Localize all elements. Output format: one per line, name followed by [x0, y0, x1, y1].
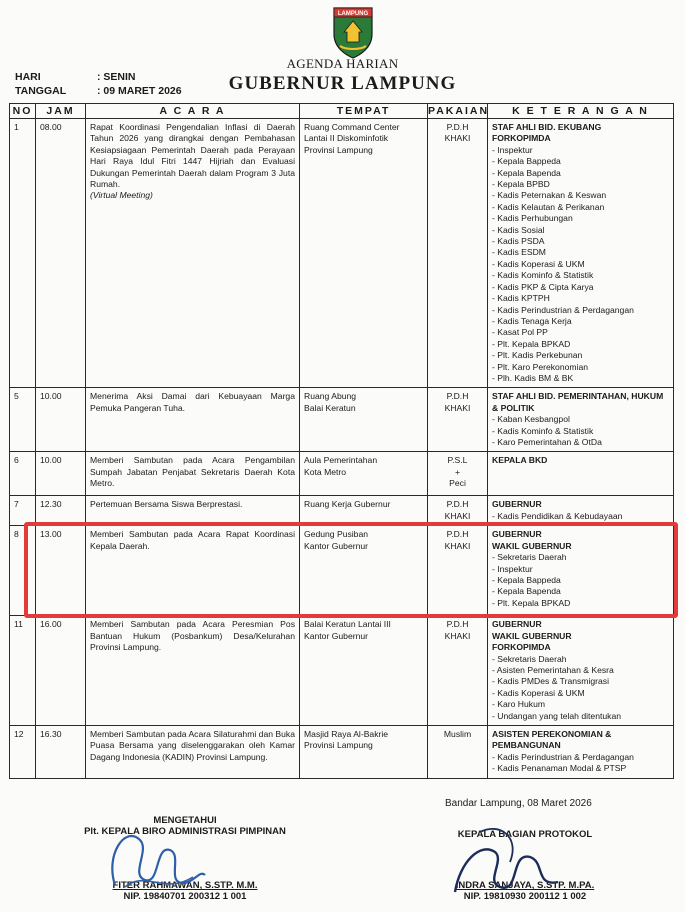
cell-pakaian	[428, 726, 488, 779]
venue-line: Aula Pemerintahan	[304, 455, 378, 466]
attendee-item: - Sekretaris Daerah	[492, 552, 567, 563]
attendee-item: - Kadis PMDes & Transmigrasi	[492, 676, 610, 687]
attendee-item: - Kepala Bappeda	[492, 575, 561, 585]
attendee-item: - Inspektur	[492, 144, 533, 155]
cell-keterangan	[488, 388, 674, 452]
cell-tempat	[300, 726, 428, 779]
dress-code-line: P.S.L	[447, 455, 468, 466]
venue-line: Masjid Raya Al-Bakrie	[304, 729, 389, 740]
cell-tempat	[300, 452, 428, 496]
attendee-group-heading: GUBERNUR	[492, 619, 542, 630]
attendee-item: - Kepala BPBD	[492, 179, 550, 190]
venue-line: Ruang Kerja Gubernur	[304, 499, 391, 510]
cell-keterangan	[488, 726, 674, 779]
date-value: : 09 MARET 2026	[97, 85, 182, 97]
attendee-group-heading: WAKIL GUBERNUR	[492, 630, 572, 641]
attendee-item: - Kadis ESDM	[492, 247, 546, 258]
attendee-item: - Kadis Perindustrian & Perdagangan	[492, 304, 634, 315]
signature-block-right	[415, 829, 635, 840]
cell-keterangan	[488, 452, 674, 496]
cell-no	[10, 119, 36, 388]
row-number: 1	[14, 122, 19, 132]
cell-acara	[86, 726, 300, 779]
event-description: Menerima Aksi Damai dari Kebuayaan Marga Pemuka Pangeran Tuha.	[90, 391, 295, 413]
venue-line: Provinsi Lampung	[304, 740, 373, 751]
attendee-group-heading: STAF AHLI BID. EKUBANG	[492, 122, 602, 132]
dress-code-line: KHAKI	[444, 630, 471, 641]
cell-no	[10, 388, 36, 452]
day-label: HARI	[15, 71, 41, 83]
venue-line: Kantor Gubernur	[304, 540, 369, 551]
dress-code-line: KHAKI	[444, 133, 471, 144]
dress-code-line: KHAKI	[444, 510, 471, 521]
table-row	[10, 452, 674, 496]
attendee-item: - Kepala Bappeda	[492, 156, 561, 167]
venue-line: Kota Metro	[304, 466, 347, 477]
date-label: TANGGAL	[15, 85, 67, 97]
venue-line: Ruang Abung	[304, 391, 357, 402]
attendee-group-heading: STAF AHLI BID. PEMERINTAHAN, HUKUM & POLITIK	[492, 391, 664, 413]
venue-line: Balai Keratun	[304, 402, 356, 413]
row-time: 08.00	[40, 122, 62, 132]
dress-code-line: KHAKI	[444, 402, 471, 413]
cell-tempat	[300, 388, 428, 452]
table-row	[10, 616, 674, 726]
attendee-item: - Plt. Kadis Perkebunan	[492, 350, 583, 361]
attendee-item: - Karo Hukum	[492, 699, 546, 710]
venue-line: Balai Keratun Lantai III	[304, 619, 391, 630]
venue-line: Provinsi Lampung	[304, 144, 373, 155]
attendee-group-heading: ASISTEN PEREKONOMIAN & PEMBANGUNAN	[492, 729, 612, 751]
left-signatory-name: FITER RAHMAWAN, S.STP. M.M.	[112, 880, 258, 891]
lampung-crest-logo	[330, 4, 376, 60]
cell-tempat	[300, 119, 428, 388]
cell-pakaian	[428, 452, 488, 496]
cell-pakaian	[428, 616, 488, 726]
cell-jam	[36, 452, 86, 496]
cell-no	[10, 616, 36, 726]
dress-code-line: +	[454, 466, 461, 477]
table-row	[10, 726, 674, 779]
attendee-item: - Kadis PKP & Cipta Karya	[492, 281, 594, 292]
row-time: 10.00	[40, 391, 62, 402]
highlight-box	[24, 522, 678, 618]
dress-code-line: P.D.H	[446, 529, 469, 540]
cell-acara	[86, 119, 300, 388]
attendee-item: - Kadis Kominfo & Statistik	[492, 425, 594, 436]
dress-code-line: P.D.H	[446, 122, 469, 132]
attendee-item: - Plh. Kadis BM & BK	[492, 372, 574, 383]
table-row	[10, 388, 674, 452]
cell-acara	[86, 616, 300, 726]
venue-line: Kantor Gubernur	[304, 630, 369, 641]
dress-code-line: P.D.H	[446, 499, 469, 510]
document-title: GUBERNUR LAMPUNG	[228, 73, 457, 94]
row-time: 10.00	[40, 455, 62, 466]
attendee-item: - Kadis Perhubungan	[492, 213, 573, 224]
attendee-item: - Kadis Koperasi & UKM	[492, 258, 585, 269]
attendee-item: - Kadis Kelautan & Perikanan	[492, 201, 605, 212]
dress-code-line: Peci	[449, 478, 466, 489]
attendee-group-heading: GUBERNUR	[492, 529, 542, 540]
attendee-item: - Kadis KPTPH	[492, 293, 550, 304]
attendee-item: - Kadis Penanaman Modal & PTSP	[492, 763, 627, 774]
cell-jam	[36, 616, 86, 726]
day-value: : SENIN	[97, 71, 136, 83]
event-description: Memberi Sambutan pada Acara Peresmian Pos Bantuan Hukum (Posbankum) Desa/Kelurahan Provinsi Lampung.	[90, 619, 295, 653]
right-signatory-nip: NIP. 19810930 200112 1 002	[463, 891, 587, 902]
event-description: Memberi Sambutan pada Acara Silaturahmi dan Buka Puasa Bersama yang diselenggarakan oleh Kamar Dagang Indonesia (KADIN) Provinsi Lampung.	[90, 729, 295, 762]
attendee-item: - Kadis Koperasi & UKM	[492, 687, 585, 698]
signature-name-left-block	[60, 880, 310, 902]
attendee-item: - Kasat Pol PP	[492, 327, 548, 338]
attendee-item: - Kadis Kominfo & Statistik	[492, 270, 594, 281]
attendee-item: - Inspektur	[492, 563, 533, 574]
cell-keterangan	[488, 616, 674, 726]
left-signatory-nip: NIP. 19840701 200312 1 001	[123, 891, 247, 902]
attendee-group-heading: WAKIL GUBERNUR	[492, 540, 572, 551]
attendee-item: - Plt. Karo Perekonomian	[492, 361, 589, 372]
row-time: 12.30	[40, 499, 62, 510]
attendee-item: - Asisten Pemerintahan & Kesra	[492, 665, 614, 675]
attendee-item: - Undangan yang telah ditentukan	[492, 710, 622, 721]
dress-code-line: KHAKI	[444, 540, 471, 551]
row-time: 16.00	[40, 619, 62, 630]
col-header-acara: A C A R A	[86, 104, 300, 119]
row-time: 13.00	[40, 529, 62, 540]
attendee-item: - Kaban Kesbangpol	[492, 414, 570, 425]
dress-code-line: P.D.H	[446, 391, 469, 402]
col-header-tempat: TEMPAT	[300, 104, 428, 119]
cell-acara	[86, 452, 300, 496]
row-time: 16.30	[40, 729, 62, 740]
col-header-pakaian: PAKAIAN	[428, 105, 490, 117]
row-number: 8	[14, 529, 19, 540]
left-acknowledged-label: MENGETAHUI	[153, 815, 217, 826]
attendee-item: - Plt. Kepala BPKAD	[492, 597, 571, 608]
dress-code-line: Muslim	[443, 729, 472, 740]
cell-pakaian	[428, 388, 488, 452]
row-number: 6	[14, 455, 19, 466]
venue-line: Ruang Command Center	[304, 122, 400, 132]
attendee-group-heading: KEPALA BKD	[492, 455, 548, 466]
signature-name-right-block	[415, 880, 635, 902]
venue-line: Lantai II Diskominfotik	[304, 133, 389, 144]
col-header-no: NO	[10, 104, 36, 119]
venue-line: Gedung Pusiban	[304, 529, 369, 540]
attendee-item: - Kepala Bapenda	[492, 586, 561, 597]
col-header-keterangan: K E T E R A N G A N	[488, 104, 674, 119]
cell-no	[10, 726, 36, 779]
attendee-item: - Kadis PSDA	[492, 236, 545, 247]
attendee-group-heading: FORKOPIMDA	[492, 642, 551, 653]
cell-acara	[86, 388, 300, 452]
city-date: Bandar Lampung, 08 Maret 2026	[445, 798, 592, 809]
agenda-table-body	[10, 119, 674, 779]
cell-no	[10, 452, 36, 496]
right-signatory-name: INDRA SANJAYA, S.STP. M.PA.	[455, 880, 595, 891]
attendee-item: - Sekretaris Daerah	[492, 653, 567, 664]
row-number: 5	[14, 391, 19, 402]
row-number: 11	[14, 619, 23, 630]
attendee-item: - Kadis Perindustrian & Perdagangan	[492, 751, 634, 762]
attendee-group-heading: GUBERNUR	[492, 499, 542, 510]
right-position-title: KEPALA BAGIAN PROTOKOL	[457, 829, 593, 840]
dress-code-line: P.D.H	[446, 619, 469, 630]
attendee-item: - Plt. Kepala BPKAD	[492, 338, 571, 349]
event-note: (Virtual Meeting)	[90, 190, 153, 201]
attendee-item: - Kepala Bapenda	[492, 167, 561, 178]
table-row	[10, 119, 674, 388]
event-description: Memberi Sambutan pada Acara Pengambilan Sumpah Jabatan Penjabat Sekretaris Daerah Kota Metro.	[90, 455, 295, 489]
cell-jam	[36, 726, 86, 779]
cell-jam	[36, 388, 86, 452]
event-description: Memberi Sambutan pada Acara Rapat Koordinasi Kepala Daerah.	[90, 529, 295, 551]
cell-jam	[36, 119, 86, 388]
agenda-table	[9, 103, 674, 779]
row-number: 12	[14, 729, 24, 740]
signature-block-left	[60, 815, 310, 837]
agenda-label: AGENDA HARIAN	[286, 56, 399, 71]
cell-pakaian	[428, 119, 488, 388]
cell-keterangan	[488, 119, 674, 388]
table-header-row	[10, 104, 674, 119]
cell-tempat	[300, 616, 428, 726]
attendee-item: - Kadis Tenaga Kerja	[492, 315, 572, 326]
attendee-item: - Kadis Sosial	[492, 224, 545, 235]
logo-text: LAMPUNG	[337, 11, 369, 17]
left-position-title: Plt. KEPALA BIRO ADMINISTRASI PIMPINAN	[84, 826, 286, 837]
attendee-item: - Kadis Peternakan & Keswan	[492, 190, 607, 201]
event-description: Pertemuan Bersama Siswa Berprestasi.	[90, 499, 243, 510]
col-header-jam: JAM	[36, 104, 86, 119]
event-description: Rapat Koordinasi Pengendalian Inflasi di Daerah Tahun 2026 yang dirangkai dengan Pembahasan Kesiapsiagaan Pemerintah Daerah pada Perayaan Hari Raya Idul Fitri 1447 Hijriah dan Evaluasi Dukungan Pemerintah Daerah dalam Program 3 Juta Rumah.	[90, 122, 295, 190]
attendee-item: - Kadis Pendidikan & Kebudayaan	[492, 510, 623, 521]
row-number: 7	[14, 499, 19, 510]
attendee-item: - Karo Pemerintahan & OtDa	[492, 436, 602, 447]
attendee-group-heading: FORKOPIMDA	[492, 133, 551, 144]
